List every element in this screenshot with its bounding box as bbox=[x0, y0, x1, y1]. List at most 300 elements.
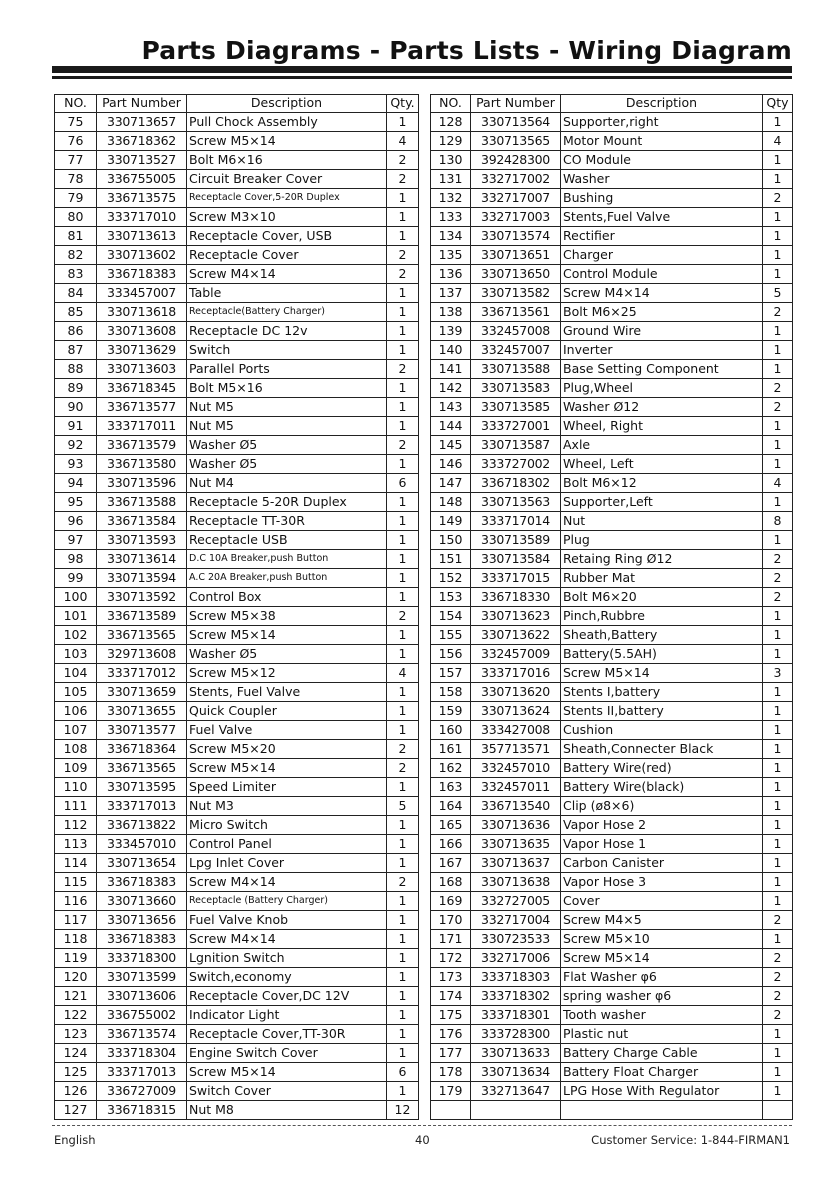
qty-cell: 2 bbox=[763, 588, 793, 607]
part-no-cell: 152 bbox=[431, 569, 471, 588]
table-row bbox=[431, 379, 793, 398]
qty-cell: 2 bbox=[387, 265, 419, 284]
table-row bbox=[55, 607, 419, 626]
table-row bbox=[431, 664, 793, 683]
qty-cell: 2 bbox=[763, 968, 793, 987]
description-cell: Screw M5×38 bbox=[187, 607, 387, 626]
description-cell: spring washer φ6 bbox=[561, 987, 763, 1006]
part-number-cell: 333717012 bbox=[97, 664, 187, 683]
part-number-cell: 330713654 bbox=[97, 854, 187, 873]
part-no-cell: 119 bbox=[55, 949, 97, 968]
qty-cell: 1 bbox=[763, 892, 793, 911]
part-number-cell: 333717014 bbox=[471, 512, 561, 531]
part-number-cell: 330713650 bbox=[471, 265, 561, 284]
part-no-cell: 98 bbox=[55, 550, 97, 569]
part-number-cell: 332717002 bbox=[471, 170, 561, 189]
qty-cell: 6 bbox=[387, 1063, 419, 1082]
part-no-cell: 110 bbox=[55, 778, 97, 797]
part-no-cell: 125 bbox=[55, 1063, 97, 1082]
table-row bbox=[431, 740, 793, 759]
description-cell: Pinch,Rubbre bbox=[561, 607, 763, 626]
qty-cell: 3 bbox=[763, 664, 793, 683]
part-number-cell: 336713561 bbox=[471, 303, 561, 322]
part-number-cell: 330713584 bbox=[471, 550, 561, 569]
part-number-cell: 336713822 bbox=[97, 816, 187, 835]
description-cell: Bolt M6×25 bbox=[561, 303, 763, 322]
description-cell: Receptacle Cover,TT-30R bbox=[187, 1025, 387, 1044]
description-cell: Screw M4×14 bbox=[187, 265, 387, 284]
part-no-cell: 99 bbox=[55, 569, 97, 588]
part-no-cell: 81 bbox=[55, 227, 97, 246]
qty-cell: 1 bbox=[763, 645, 793, 664]
part-no-cell: 115 bbox=[55, 873, 97, 892]
part-no-cell: 95 bbox=[55, 493, 97, 512]
description-cell: Receptacle Cover,5-20R Duplex bbox=[187, 189, 387, 208]
table-row bbox=[431, 892, 793, 911]
part-number-cell: 330713588 bbox=[471, 360, 561, 379]
part-no-cell: 107 bbox=[55, 721, 97, 740]
part-number-cell: 330713622 bbox=[471, 626, 561, 645]
header-qty: Qty bbox=[763, 95, 793, 113]
table-row bbox=[431, 151, 793, 170]
part-no-cell: 78 bbox=[55, 170, 97, 189]
description-cell: Nut M3 bbox=[187, 797, 387, 816]
table-row bbox=[431, 398, 793, 417]
description-cell: Receptacle Cover bbox=[187, 246, 387, 265]
description-cell: Screw M5×14 bbox=[187, 1063, 387, 1082]
table-row bbox=[431, 132, 793, 151]
title-rule-thin bbox=[52, 76, 792, 79]
description-cell: Table bbox=[187, 284, 387, 303]
part-number-cell: 333717015 bbox=[471, 569, 561, 588]
table-row bbox=[55, 930, 419, 949]
part-number-cell: 333727001 bbox=[471, 417, 561, 436]
part-number-cell: 333718301 bbox=[471, 1006, 561, 1025]
parts-table-right bbox=[430, 94, 793, 1120]
part-number-cell: 332457007 bbox=[471, 341, 561, 360]
qty-cell: 1 bbox=[763, 835, 793, 854]
table-row bbox=[55, 664, 419, 683]
description-cell: Tooth washer bbox=[561, 1006, 763, 1025]
part-no-cell: 104 bbox=[55, 664, 97, 683]
description-cell: Rubber Mat bbox=[561, 569, 763, 588]
part-no-cell: 123 bbox=[55, 1025, 97, 1044]
part-number-cell: 332717003 bbox=[471, 208, 561, 227]
part-no-cell: 150 bbox=[431, 531, 471, 550]
part-no-cell: 168 bbox=[431, 873, 471, 892]
part-no-cell: 178 bbox=[431, 1063, 471, 1082]
part-no-cell: 102 bbox=[55, 626, 97, 645]
description-cell: Wheel, Right bbox=[561, 417, 763, 436]
qty-cell: 1 bbox=[387, 968, 419, 987]
description-cell: Receptacle(Battery Charger) bbox=[187, 303, 387, 322]
qty-cell: 1 bbox=[387, 455, 419, 474]
qty-cell: 1 bbox=[387, 911, 419, 930]
qty-cell: 1 bbox=[387, 835, 419, 854]
part-number-cell: 333727002 bbox=[471, 455, 561, 474]
table-row bbox=[431, 626, 793, 645]
description-cell: Battery(5.5AH) bbox=[561, 645, 763, 664]
part-no-cell: 114 bbox=[55, 854, 97, 873]
part-no-cell: 85 bbox=[55, 303, 97, 322]
qty-cell: 1 bbox=[387, 645, 419, 664]
part-no-cell: 130 bbox=[431, 151, 471, 170]
qty-cell: 1 bbox=[387, 626, 419, 645]
qty-cell: 1 bbox=[387, 189, 419, 208]
qty-cell: 1 bbox=[763, 151, 793, 170]
description-cell: Pull Chock Assembly bbox=[187, 113, 387, 132]
part-no-cell: 92 bbox=[55, 436, 97, 455]
part-no-cell: 143 bbox=[431, 398, 471, 417]
description-cell: Fuel Valve bbox=[187, 721, 387, 740]
qty-cell: 1 bbox=[387, 227, 419, 246]
table-row bbox=[431, 322, 793, 341]
part-no-cell: 165 bbox=[431, 816, 471, 835]
table-row bbox=[55, 455, 419, 474]
header-no: NO. bbox=[55, 95, 97, 113]
qty-cell: 5 bbox=[387, 797, 419, 816]
part-number-cell: 336713565 bbox=[97, 626, 187, 645]
qty-cell: 1 bbox=[387, 949, 419, 968]
qty-cell: 1 bbox=[763, 721, 793, 740]
part-number-cell: 392428300 bbox=[471, 151, 561, 170]
part-no-cell: 129 bbox=[431, 132, 471, 151]
part-number-cell: 336713589 bbox=[97, 607, 187, 626]
qty-cell: 1 bbox=[387, 398, 419, 417]
qty-cell: 1 bbox=[763, 759, 793, 778]
part-no-cell: 157 bbox=[431, 664, 471, 683]
part-no-cell: 124 bbox=[55, 1044, 97, 1063]
table-row bbox=[431, 531, 793, 550]
part-no-cell: 84 bbox=[55, 284, 97, 303]
part-number-cell: 336718364 bbox=[97, 740, 187, 759]
qty-cell: 5 bbox=[763, 284, 793, 303]
part-number-cell: 330713634 bbox=[471, 1063, 561, 1082]
description-cell: Vapor Hose 3 bbox=[561, 873, 763, 892]
part-no-cell: 144 bbox=[431, 417, 471, 436]
table-row bbox=[55, 550, 419, 569]
qty-cell: 1 bbox=[387, 284, 419, 303]
qty-cell: 1 bbox=[763, 455, 793, 474]
part-number-cell: 330713574 bbox=[471, 227, 561, 246]
table-row bbox=[431, 550, 793, 569]
description-cell: Engine Switch Cover bbox=[187, 1044, 387, 1063]
description-cell: Bolt M6×16 bbox=[187, 151, 387, 170]
table-row bbox=[55, 512, 419, 531]
qty-cell: 4 bbox=[387, 664, 419, 683]
qty-cell: 1 bbox=[387, 854, 419, 873]
table-row bbox=[431, 1025, 793, 1044]
table-row bbox=[55, 360, 419, 379]
description-cell: Switch bbox=[187, 341, 387, 360]
part-number-cell: 332713647 bbox=[471, 1082, 561, 1101]
part-number-cell: 336718302 bbox=[471, 474, 561, 493]
part-no-cell: 93 bbox=[55, 455, 97, 474]
part-no-cell: 79 bbox=[55, 189, 97, 208]
description-cell: Battery Wire(black) bbox=[561, 778, 763, 797]
qty-cell: 1 bbox=[387, 303, 419, 322]
part-number-cell: 336718383 bbox=[97, 930, 187, 949]
qty-cell: 2 bbox=[387, 170, 419, 189]
part-number-cell: 330713589 bbox=[471, 531, 561, 550]
part-number-cell: 336755002 bbox=[97, 1006, 187, 1025]
description-cell: Stents,Fuel Valve bbox=[561, 208, 763, 227]
table-row bbox=[431, 645, 793, 664]
part-number-cell: 332727005 bbox=[471, 892, 561, 911]
table-row bbox=[431, 911, 793, 930]
qty-cell: 1 bbox=[763, 322, 793, 341]
part-number-cell: 336718383 bbox=[97, 265, 187, 284]
part-no-cell: 87 bbox=[55, 341, 97, 360]
part-number-cell: 333717013 bbox=[97, 1063, 187, 1082]
description-cell: Screw M5×14 bbox=[187, 132, 387, 151]
table-row bbox=[55, 759, 419, 778]
part-no-cell: 136 bbox=[431, 265, 471, 284]
description-cell: Supporter,Left bbox=[561, 493, 763, 512]
table-row bbox=[55, 645, 419, 664]
description-cell: Battery Wire(red) bbox=[561, 759, 763, 778]
qty-cell: 2 bbox=[387, 759, 419, 778]
part-no-cell: 172 bbox=[431, 949, 471, 968]
part-number-cell: 336713579 bbox=[97, 436, 187, 455]
description-cell: Screw M4×14 bbox=[187, 873, 387, 892]
qty-cell: 2 bbox=[387, 873, 419, 892]
part-no-cell: 122 bbox=[55, 1006, 97, 1025]
qty-cell: 1 bbox=[387, 1006, 419, 1025]
qty-cell: 2 bbox=[763, 379, 793, 398]
qty-cell: 1 bbox=[763, 227, 793, 246]
part-number-cell: 330713620 bbox=[471, 683, 561, 702]
description-cell: Receptacle Cover,DC 12V bbox=[187, 987, 387, 1006]
table-row bbox=[55, 398, 419, 417]
description-cell: Speed Limiter bbox=[187, 778, 387, 797]
description-cell: Screw M5×10 bbox=[561, 930, 763, 949]
table-row bbox=[431, 816, 793, 835]
part-no-cell: 82 bbox=[55, 246, 97, 265]
part-no-cell: 112 bbox=[55, 816, 97, 835]
table-row bbox=[55, 892, 419, 911]
part-number-cell: 333457007 bbox=[97, 284, 187, 303]
table-row bbox=[431, 797, 793, 816]
description-cell: Base Setting Component bbox=[561, 360, 763, 379]
table-row bbox=[431, 1006, 793, 1025]
description-cell: Motor Mount bbox=[561, 132, 763, 151]
qty-cell: 1 bbox=[387, 341, 419, 360]
description-cell: Receptacle USB bbox=[187, 531, 387, 550]
qty-cell: 1 bbox=[387, 493, 419, 512]
part-no-cell: 103 bbox=[55, 645, 97, 664]
description-cell: Bolt M6×20 bbox=[561, 588, 763, 607]
qty-cell: 1 bbox=[387, 208, 419, 227]
part-number-cell: 332457010 bbox=[471, 759, 561, 778]
part-number-cell: 333457010 bbox=[97, 835, 187, 854]
part-number-cell: 336713580 bbox=[97, 455, 187, 474]
description-cell: Screw M4×14 bbox=[561, 284, 763, 303]
table-row bbox=[431, 683, 793, 702]
table-row bbox=[431, 1063, 793, 1082]
part-no-cell: 176 bbox=[431, 1025, 471, 1044]
table-row bbox=[431, 170, 793, 189]
description-cell: Screw M5×14 bbox=[561, 949, 763, 968]
part-number-cell: 336713588 bbox=[97, 493, 187, 512]
table-row bbox=[55, 1006, 419, 1025]
part-number-cell: 336718330 bbox=[471, 588, 561, 607]
table-row bbox=[431, 607, 793, 626]
qty-cell: 2 bbox=[763, 550, 793, 569]
description-cell: Screw M3×10 bbox=[187, 208, 387, 227]
table-header-row bbox=[431, 95, 793, 113]
part-number-cell: 330713527 bbox=[97, 151, 187, 170]
description-cell: Control Module bbox=[561, 265, 763, 284]
description-cell: Plug,Wheel bbox=[561, 379, 763, 398]
part-no-cell: 141 bbox=[431, 360, 471, 379]
part-no-cell: 120 bbox=[55, 968, 97, 987]
qty-cell: 4 bbox=[763, 474, 793, 493]
table-row bbox=[55, 151, 419, 170]
description-cell: Vapor Hose 1 bbox=[561, 835, 763, 854]
part-no-cell: 147 bbox=[431, 474, 471, 493]
table-row bbox=[431, 512, 793, 531]
qty-cell: 1 bbox=[387, 1025, 419, 1044]
description-cell: Receptacle DC 12v bbox=[187, 322, 387, 341]
part-number-cell: 333718302 bbox=[471, 987, 561, 1006]
table-row bbox=[55, 379, 419, 398]
table-row bbox=[431, 588, 793, 607]
part-no-cell: 77 bbox=[55, 151, 97, 170]
table-row bbox=[55, 683, 419, 702]
description-cell: Control Panel bbox=[187, 835, 387, 854]
table-row bbox=[55, 1063, 419, 1082]
part-number-cell: 330713595 bbox=[97, 778, 187, 797]
part-no-cell: 164 bbox=[431, 797, 471, 816]
part-number-cell: 330713582 bbox=[471, 284, 561, 303]
part-number-cell: 333718304 bbox=[97, 1044, 187, 1063]
qty-cell: 1 bbox=[763, 683, 793, 702]
qty-cell: 1 bbox=[763, 531, 793, 550]
description-cell: Receptacle Cover, USB bbox=[187, 227, 387, 246]
part-number-cell: 333427008 bbox=[471, 721, 561, 740]
table-row bbox=[55, 1082, 419, 1101]
table-row bbox=[431, 759, 793, 778]
part-number-cell: 336718362 bbox=[97, 132, 187, 151]
table-row bbox=[55, 1025, 419, 1044]
part-number-cell: 336713540 bbox=[471, 797, 561, 816]
part-number-cell: 330713660 bbox=[97, 892, 187, 911]
table-row bbox=[55, 569, 419, 588]
part-number-cell: 330713657 bbox=[97, 113, 187, 132]
description-cell: Circuit Breaker Cover bbox=[187, 170, 387, 189]
table-row bbox=[431, 1082, 793, 1101]
part-number-cell: 330723533 bbox=[471, 930, 561, 949]
table-row bbox=[431, 417, 793, 436]
part-number-cell: 333728300 bbox=[471, 1025, 561, 1044]
part-number-cell: 336713574 bbox=[97, 1025, 187, 1044]
part-no-cell: 140 bbox=[431, 341, 471, 360]
part-no-cell: 134 bbox=[431, 227, 471, 246]
part-number-cell: 336713575 bbox=[97, 189, 187, 208]
header-qty: Qty. bbox=[387, 95, 419, 113]
table-row bbox=[431, 284, 793, 303]
part-no-cell: 76 bbox=[55, 132, 97, 151]
description-cell: Vapor Hose 2 bbox=[561, 816, 763, 835]
description-cell: Control Box bbox=[187, 588, 387, 607]
description-cell: Bushing bbox=[561, 189, 763, 208]
qty-cell: 2 bbox=[387, 436, 419, 455]
table-row bbox=[431, 474, 793, 493]
part-number-cell: 330713608 bbox=[97, 322, 187, 341]
table-row bbox=[55, 189, 419, 208]
description-cell: Receptacle TT-30R bbox=[187, 512, 387, 531]
part-no-cell: 171 bbox=[431, 930, 471, 949]
description-cell: Screw M5×20 bbox=[187, 740, 387, 759]
description-cell: Cushion bbox=[561, 721, 763, 740]
qty-cell: 2 bbox=[763, 189, 793, 208]
description-cell: Lpg Inlet Cover bbox=[187, 854, 387, 873]
table-row bbox=[55, 835, 419, 854]
description-cell: Quick Coupler bbox=[187, 702, 387, 721]
part-no-cell: 132 bbox=[431, 189, 471, 208]
qty-cell: 2 bbox=[763, 911, 793, 930]
description-cell: D.C 10A Breaker,push Button bbox=[187, 550, 387, 569]
table-row bbox=[55, 436, 419, 455]
qty-cell: 1 bbox=[763, 417, 793, 436]
part-number-cell: 336713584 bbox=[97, 512, 187, 531]
qty-cell: 1 bbox=[763, 436, 793, 455]
table-row bbox=[431, 569, 793, 588]
part-number-cell: 330713603 bbox=[97, 360, 187, 379]
table-row bbox=[431, 189, 793, 208]
qty-cell bbox=[763, 1101, 793, 1120]
qty-cell: 1 bbox=[763, 1063, 793, 1082]
table-row bbox=[431, 835, 793, 854]
part-number-cell: 330713587 bbox=[471, 436, 561, 455]
part-no-cell: 88 bbox=[55, 360, 97, 379]
qty-cell: 1 bbox=[387, 531, 419, 550]
qty-cell: 2 bbox=[763, 569, 793, 588]
description-cell bbox=[561, 1101, 763, 1120]
part-number-cell: 333717016 bbox=[471, 664, 561, 683]
description-cell: Screw M5×14 bbox=[561, 664, 763, 683]
part-no-cell: 166 bbox=[431, 835, 471, 854]
table-row bbox=[55, 626, 419, 645]
part-number-cell: 330713583 bbox=[471, 379, 561, 398]
part-number-cell: 330713637 bbox=[471, 854, 561, 873]
part-no-cell: 128 bbox=[431, 113, 471, 132]
qty-cell: 1 bbox=[387, 702, 419, 721]
part-number-cell: 332717006 bbox=[471, 949, 561, 968]
part-no-cell: 106 bbox=[55, 702, 97, 721]
part-number-cell: 330713618 bbox=[97, 303, 187, 322]
part-no-cell: 159 bbox=[431, 702, 471, 721]
qty-cell: 1 bbox=[763, 702, 793, 721]
part-number-cell: 330713659 bbox=[97, 683, 187, 702]
table-row bbox=[55, 1101, 419, 1120]
description-cell: Rectifier bbox=[561, 227, 763, 246]
table-row bbox=[55, 284, 419, 303]
part-no-cell: 173 bbox=[431, 968, 471, 987]
part-no-cell: 142 bbox=[431, 379, 471, 398]
part-number-cell: 332457008 bbox=[471, 322, 561, 341]
part-no-cell: 133 bbox=[431, 208, 471, 227]
part-no-cell: 156 bbox=[431, 645, 471, 664]
table-row bbox=[431, 987, 793, 1006]
description-cell: Ground Wire bbox=[561, 322, 763, 341]
qty-cell: 6 bbox=[387, 474, 419, 493]
qty-cell: 1 bbox=[387, 721, 419, 740]
qty-cell: 1 bbox=[763, 1044, 793, 1063]
table-row bbox=[431, 208, 793, 227]
description-cell: Washer Ø5 bbox=[187, 436, 387, 455]
